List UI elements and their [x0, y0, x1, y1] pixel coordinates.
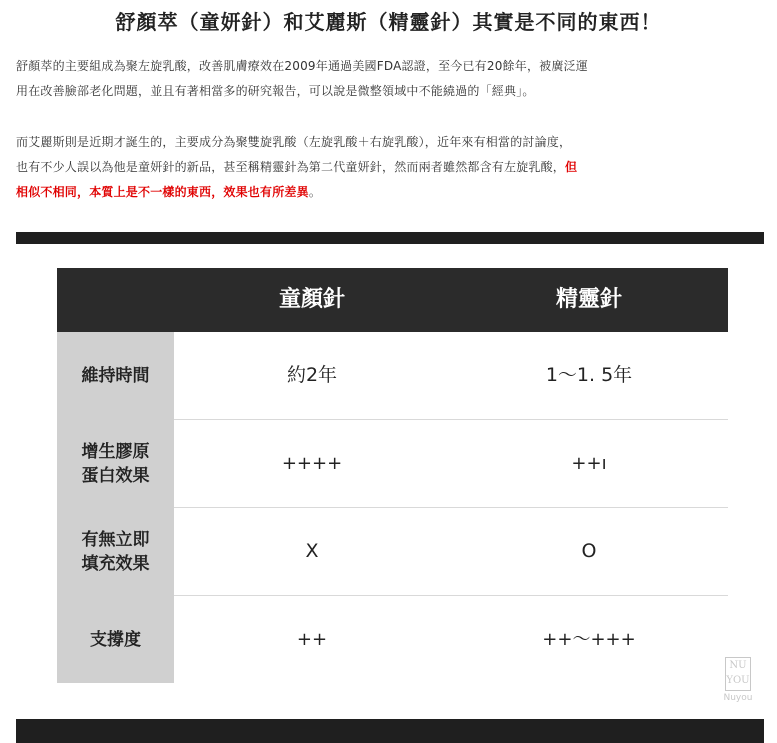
comparison-highlight-start: 但 [565, 160, 578, 174]
comparison-line-2 [16, 155, 766, 180]
row-label: 維持時間 [81, 365, 150, 386]
cell-col-2: 1～1. 5年 [545, 364, 633, 386]
cell-col-1: ++++ [281, 453, 343, 474]
row-label: 增生膠原 蛋白效果 [81, 441, 150, 486]
comparison-paragraph [16, 130, 766, 205]
table-row [57, 420, 728, 508]
row-label: 支撐度 [90, 629, 141, 650]
bottom-divider-band [16, 719, 764, 743]
cell-col-2: O [581, 540, 597, 562]
top-divider-band [16, 232, 764, 244]
comparison-line-2-text: 也有不少人誤以為他是童妍針的新品，甚至稱精靈針為第二代童妍針，然而兩者雖然都含有左旋乳酸， [16, 160, 566, 174]
cell-col-1: ++ [296, 629, 328, 650]
logo-caption: Nuyou [723, 693, 753, 703]
comparison-line-3-end: 。 [308, 185, 322, 199]
row-label: 有無立即 填充效果 [81, 529, 150, 574]
intro-line-2: 用在改善臉部老化問題，並且有著相當多的研究報告，可以說是微整領域中不能繞過的「經典」。 [16, 84, 535, 98]
logo-bottom-text: YOU [726, 675, 750, 686]
header-col-1: 童顏針 [278, 287, 345, 312]
table-row [57, 596, 728, 684]
logo-top-text: NU [729, 660, 747, 671]
comparison-highlight: 相似不相同，本質上是不一樣的東西，效果也有所差異 [16, 185, 309, 199]
comparison-table [57, 268, 728, 683]
cell-col-2: ++ı [571, 453, 607, 474]
header-col-2: 精靈針 [555, 287, 622, 312]
cell-col-2: ++～+++ [542, 629, 636, 650]
table-row [57, 332, 728, 420]
intro-line-1: 舒顏萃的主要組成為聚左旋乳酸，改善肌膚療效在2009年通過美國FDA認證，至今已有20餘年，被廣泛運 [16, 59, 588, 73]
comparison-line-3 [16, 180, 766, 205]
logo-mark [725, 657, 751, 691]
table-header [57, 268, 728, 332]
intro-paragraph [16, 54, 766, 104]
page-title: 舒顏萃（童妍針）和艾麗斯（精靈針）其實是不同的東西！ [115, 10, 662, 34]
comparison-line-1: 而艾麗斯則是近期才誕生的，主要成分為聚雙旋乳酸（左旋乳酸＋右旋乳酸），近年來有相當的討論度， [16, 135, 572, 149]
table-row [57, 508, 728, 596]
nuyou-watermark-logo [719, 657, 757, 713]
cell-col-1: X [305, 540, 319, 562]
cell-col-1: 約2年 [286, 364, 338, 386]
